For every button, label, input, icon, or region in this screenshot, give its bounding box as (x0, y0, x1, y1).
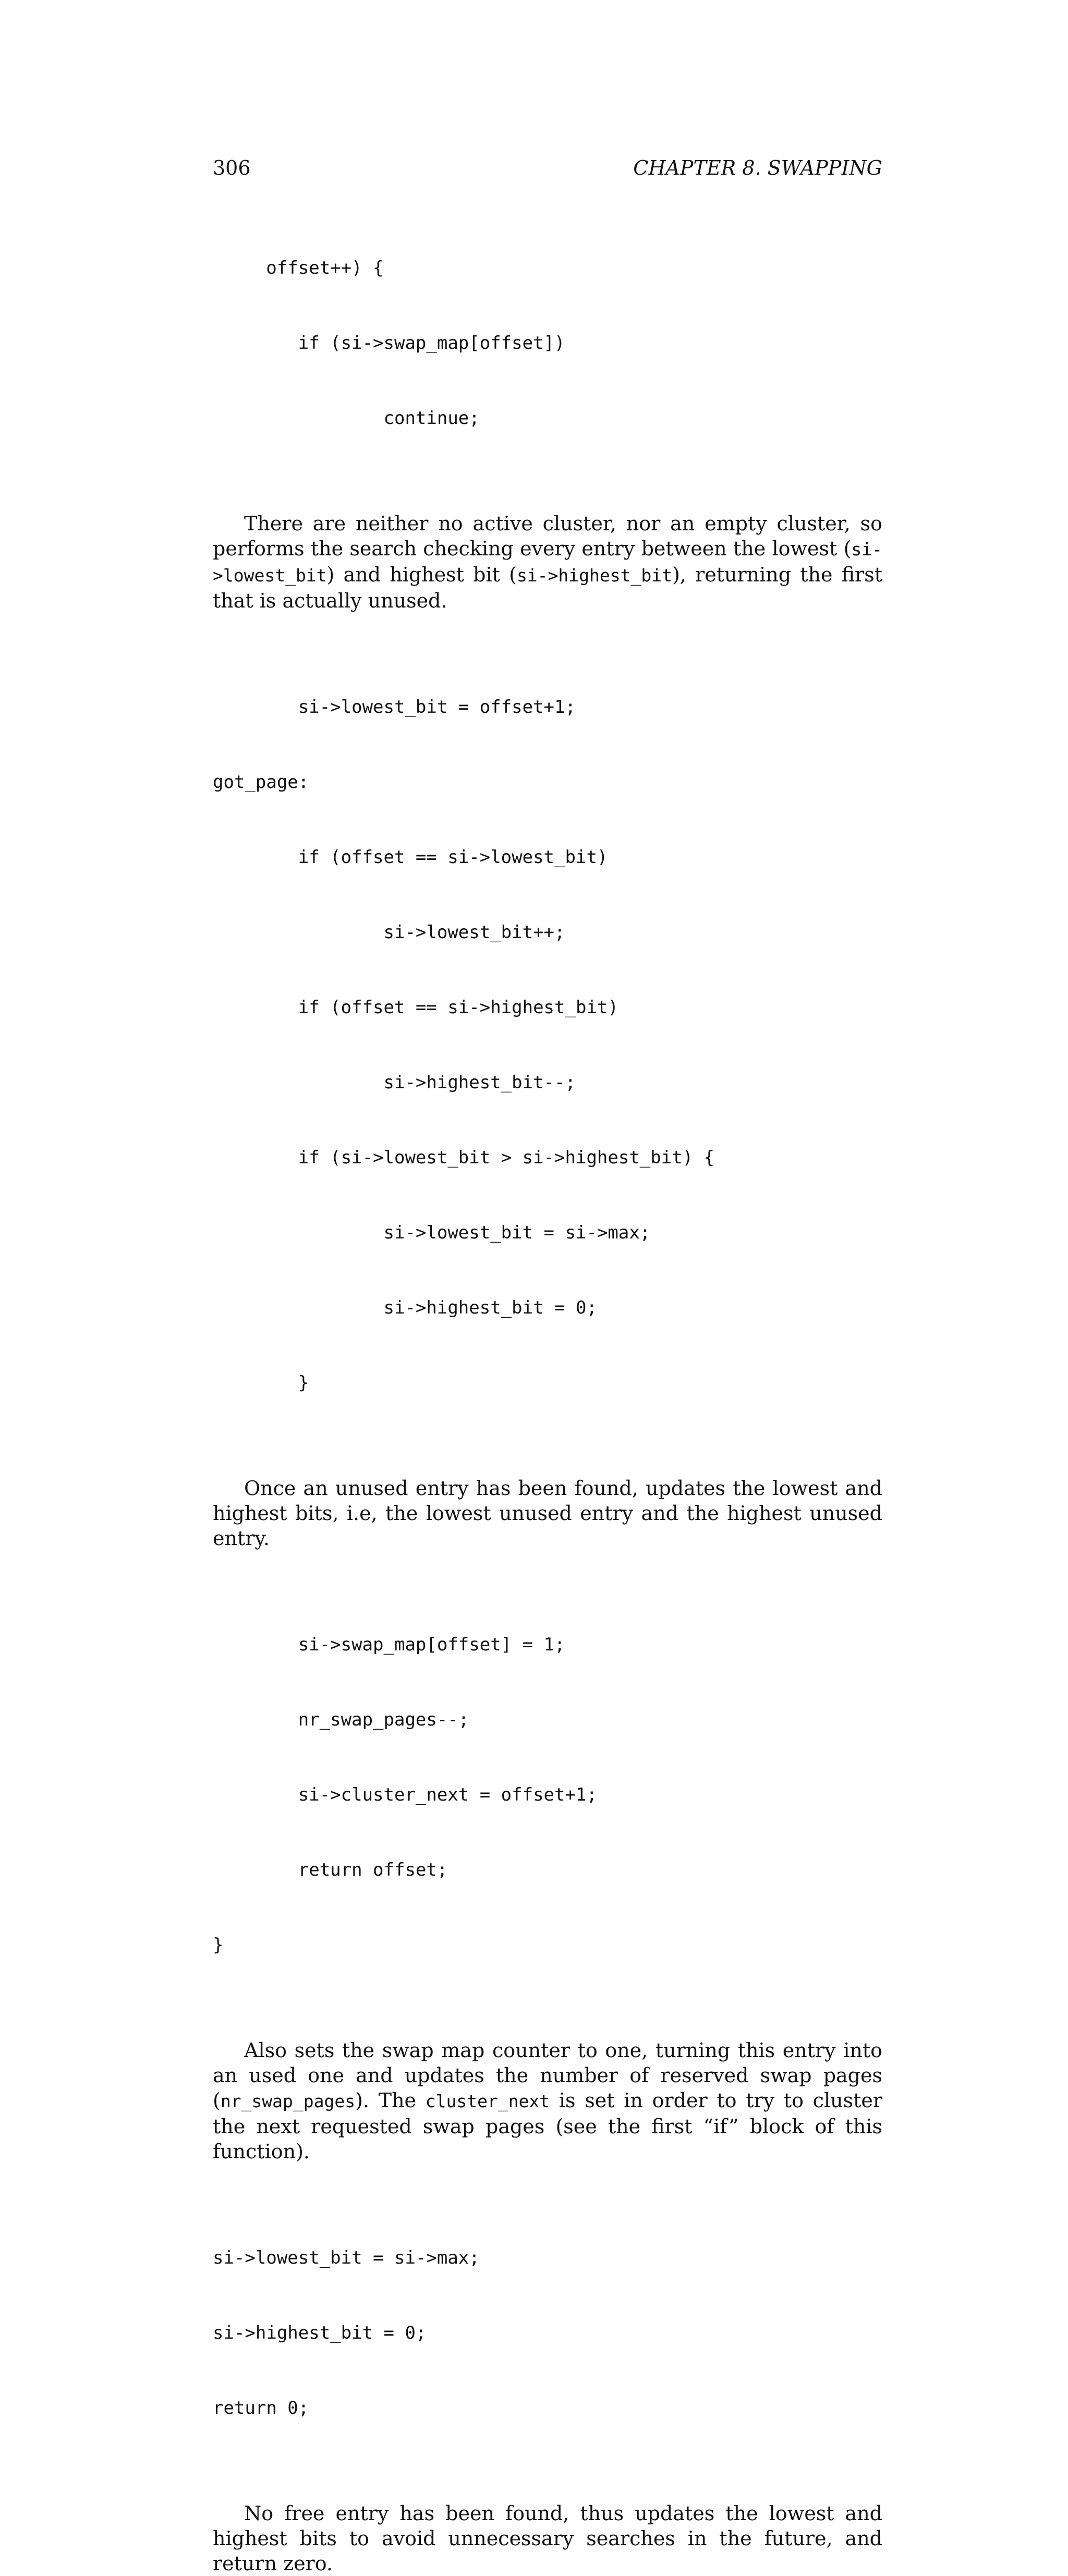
code-line: if (si->swap_map[offset]) (213, 333, 565, 354)
paragraph-text: Once an unused entry has been found, updates the lowest and highest bits, i.e, the lowest unused entry and the highest unused entry. (213, 1477, 882, 1550)
paragraph-text: Also sets the swap map counter to one, turning this entry into an used one and updates the number of reserved swap pages ( (213, 2039, 882, 2112)
code-line: si->highest_bit--; (213, 1072, 576, 1093)
paragraph-text: ), returning the first that is actually unused. (213, 563, 882, 612)
paragraph-1 (213, 511, 882, 613)
paragraph-text: ). The (355, 2089, 426, 2112)
code-line: si->lowest_bit = offset+1; (213, 697, 576, 718)
document-page (213, 156, 882, 2576)
paragraph-text: ) and highest bit ( (326, 563, 517, 586)
code-block-4 (213, 2195, 882, 2471)
inline-code: cluster_next (425, 2091, 550, 2111)
paragraph-4 (213, 2501, 882, 2576)
inline-code: si->lowest_bit (213, 539, 882, 586)
code-line: nr_swap_pages--; (213, 1709, 469, 1730)
code-line: got_page: (213, 772, 309, 793)
code-line: si->lowest_bit++; (213, 922, 565, 943)
code-line: si->cluster_next = offset+1; (213, 1784, 597, 1805)
inline-code: nr_swap_pages (220, 2091, 356, 2111)
code-line: si->lowest_bit = si->max; (213, 2247, 480, 2268)
chapter-title: CHAPTER 8. SWAPPING (633, 156, 882, 179)
code-block-2 (213, 645, 882, 1445)
code-block-1 (213, 205, 882, 481)
page-number: 306 (213, 156, 251, 179)
code-line: if (offset == si->lowest_bit) (213, 847, 608, 868)
paragraph-text: No free entry has been found, thus updates the lowest and highest bits to avoid unnecessary searches in the future, and return zero. (213, 2502, 882, 2575)
code-line: if (si->lowest_bit > si->highest_bit) { (213, 1147, 715, 1168)
code-block-3 (213, 1582, 882, 2008)
code-line: si->lowest_bit = si->max; (213, 1222, 651, 1243)
code-line: offset++) { (213, 258, 384, 278)
code-line: return 0; (213, 2398, 309, 2419)
code-line: continue; (213, 408, 480, 429)
code-line: si->swap_map[offset] = 1; (213, 1634, 565, 1655)
code-line: si->highest_bit = 0; (213, 1297, 597, 1318)
page-header (213, 156, 882, 195)
code-line: return offset; (213, 1860, 448, 1880)
paragraph-3 (213, 2038, 882, 2164)
inline-code: si->highest_bit (516, 565, 672, 586)
code-line: } (213, 1372, 309, 1393)
code-line: } (213, 1935, 224, 1955)
paragraph-2 (213, 1476, 882, 1551)
code-line: if (offset == si->highest_bit) (213, 997, 618, 1018)
paragraph-text: is set in order to try to cluster the next requested swap pages (see the first “if” block of this function). (213, 2089, 883, 2163)
paragraph-text: There are neither no active cluster, nor an empty cluster, so performs the search checking every entry between the lowest ( (213, 512, 882, 560)
code-line: si->highest_bit = 0; (213, 2323, 427, 2343)
